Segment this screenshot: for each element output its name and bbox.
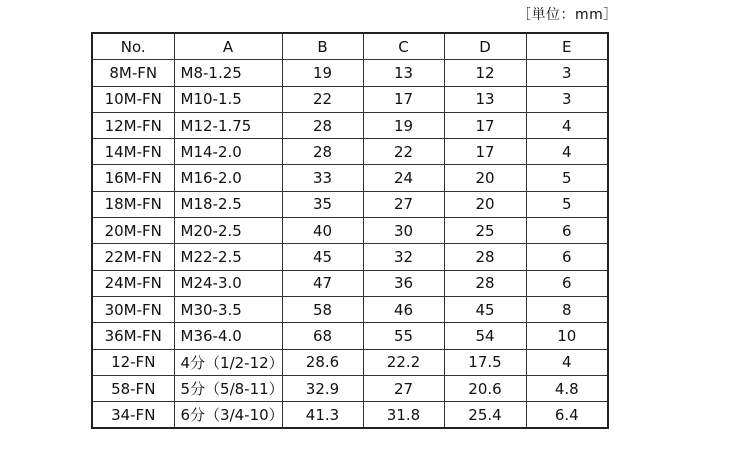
cell-d: 25 (444, 218, 526, 244)
table-row (92, 191, 608, 217)
cell-b: 28.6 (282, 349, 363, 375)
cell-b: 32.9 (282, 375, 363, 401)
cell-d: 17.5 (444, 349, 526, 375)
table-body (92, 60, 608, 429)
header-b: B (282, 33, 363, 60)
cell-b: 58 (282, 296, 363, 322)
table-row (92, 86, 608, 112)
table-row (92, 323, 608, 349)
table-row (92, 270, 608, 296)
table-row (92, 349, 608, 375)
cell-a: M30-3.5 (174, 296, 282, 322)
cell-c: 55 (363, 323, 444, 349)
cell-e: 4.8 (526, 375, 608, 401)
header-c: C (363, 33, 444, 60)
cell-c: 27 (363, 191, 444, 217)
unit-label: ［単位：mm］ (517, 7, 618, 23)
cell-a: M14-2.0 (174, 139, 282, 165)
cell-no: 30M-FN (92, 296, 174, 322)
cell-e: 6.4 (526, 402, 608, 429)
cell-e: 3 (526, 86, 608, 112)
table-row (92, 218, 608, 244)
cell-no: 10M-FN (92, 86, 174, 112)
cell-d: 20 (444, 165, 526, 191)
cell-b: 19 (282, 60, 363, 86)
cell-a: M24-3.0 (174, 270, 282, 296)
cell-c: 31.8 (363, 402, 444, 429)
cell-d: 17 (444, 139, 526, 165)
cell-c: 36 (363, 270, 444, 296)
cell-d: 20.6 (444, 375, 526, 401)
cell-b: 40 (282, 218, 363, 244)
cell-b: 22 (282, 86, 363, 112)
cell-d: 54 (444, 323, 526, 349)
cell-no: 14M-FN (92, 139, 174, 165)
cell-no: 36M-FN (92, 323, 174, 349)
cell-no: 8M-FN (92, 60, 174, 86)
cell-e: 10 (526, 323, 608, 349)
cell-a: 5分（5/8-11） (174, 375, 282, 401)
cell-c: 32 (363, 244, 444, 270)
cell-no: 22M-FN (92, 244, 174, 270)
cell-no: 24M-FN (92, 270, 174, 296)
cell-a: M36-4.0 (174, 323, 282, 349)
cell-e: 5 (526, 191, 608, 217)
header-a: A (174, 33, 282, 60)
table-row (92, 375, 608, 401)
header-e: E (526, 33, 608, 60)
cell-a: M20-2.5 (174, 218, 282, 244)
cell-e: 4 (526, 349, 608, 375)
table-row (92, 112, 608, 138)
cell-e: 8 (526, 296, 608, 322)
cell-e: 6 (526, 218, 608, 244)
cell-e: 6 (526, 270, 608, 296)
cell-no: 12-FN (92, 349, 174, 375)
cell-c: 27 (363, 375, 444, 401)
cell-b: 41.3 (282, 402, 363, 429)
cell-b: 68 (282, 323, 363, 349)
cell-d: 28 (444, 270, 526, 296)
cell-a: 6分（3/4-10） (174, 402, 282, 429)
cell-d: 13 (444, 86, 526, 112)
cell-d: 28 (444, 244, 526, 270)
cell-e: 3 (526, 60, 608, 86)
cell-e: 4 (526, 112, 608, 138)
cell-no: 16M-FN (92, 165, 174, 191)
cell-d: 25.4 (444, 402, 526, 429)
table-row (92, 402, 608, 429)
cell-c: 17 (363, 86, 444, 112)
cell-c: 30 (363, 218, 444, 244)
cell-e: 5 (526, 165, 608, 191)
cell-b: 33 (282, 165, 363, 191)
header-no: No. (92, 33, 174, 60)
cell-c: 46 (363, 296, 444, 322)
cell-b: 47 (282, 270, 363, 296)
dimension-table (91, 32, 609, 429)
cell-c: 24 (363, 165, 444, 191)
cell-b: 45 (282, 244, 363, 270)
table-row (92, 165, 608, 191)
cell-b: 35 (282, 191, 363, 217)
cell-c: 19 (363, 112, 444, 138)
cell-e: 6 (526, 244, 608, 270)
cell-c: 22 (363, 139, 444, 165)
cell-e: 4 (526, 139, 608, 165)
header-d: D (444, 33, 526, 60)
cell-d: 17 (444, 112, 526, 138)
cell-a: 4分（1/2-12） (174, 349, 282, 375)
table-header-row (92, 33, 608, 60)
cell-d: 45 (444, 296, 526, 322)
cell-no: 58-FN (92, 375, 174, 401)
cell-d: 12 (444, 60, 526, 86)
cell-a: M22-2.5 (174, 244, 282, 270)
cell-c: 22.2 (363, 349, 444, 375)
cell-no: 12M-FN (92, 112, 174, 138)
cell-a: M12-1.75 (174, 112, 282, 138)
cell-c: 13 (363, 60, 444, 86)
table-row (92, 60, 608, 86)
cell-d: 20 (444, 191, 526, 217)
cell-no: 20M-FN (92, 218, 174, 244)
cell-a: M18-2.5 (174, 191, 282, 217)
table-row (92, 244, 608, 270)
table-row (92, 296, 608, 322)
cell-b: 28 (282, 112, 363, 138)
cell-b: 28 (282, 139, 363, 165)
cell-a: M16-2.0 (174, 165, 282, 191)
cell-a: M10-1.5 (174, 86, 282, 112)
cell-no: 18M-FN (92, 191, 174, 217)
table-row (92, 139, 608, 165)
cell-no: 34-FN (92, 402, 174, 429)
cell-a: M8-1.25 (174, 60, 282, 86)
